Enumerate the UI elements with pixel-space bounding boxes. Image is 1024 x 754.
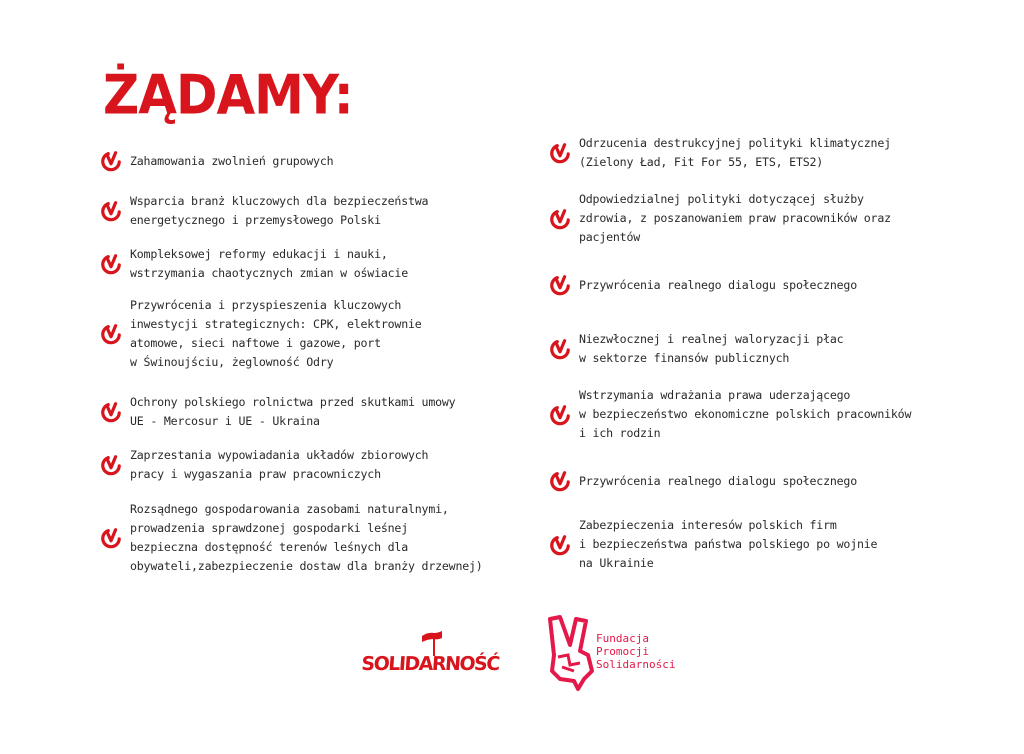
demand-text: Odrzucenia destrukcyjnej polityki klimatycznej (Zielony Ład, Fit For 55, ETS, ETS2) (579, 136, 891, 169)
demand-text: Niezwłocznej i realnej waloryzacji płac w sektorze finansów publicznych (579, 332, 844, 365)
demand-text: Przywrócenia realnego dialogu społecznego (579, 473, 857, 488)
demand-item (100, 150, 333, 172)
check-icon (100, 200, 122, 222)
fundacja-hand-logo (546, 615, 598, 693)
demand-item (100, 500, 483, 576)
demand-text: Odpowiedzialnej polityki dotyczącej służby zdrowia, z poszanowaniem praw pracowników oraz pacjentów (579, 192, 891, 244)
demand-item (549, 134, 891, 172)
demand-text: Wsparcia branż kluczowych dla bezpieczeństwa energetycznego i przemysłowego Polski (130, 194, 429, 227)
check-icon (549, 142, 571, 164)
demand-text: Zabezpieczenia interesów polskich firm i bezpieczeństwa państwa polskiego po wojnie na Ukrainie (579, 518, 878, 570)
check-icon (100, 527, 122, 549)
demand-text: Rozsądnego gospodarowania zasobami naturalnymi, prowadzenia sprawdzonej gospodarki leśnej bezpieczna dostępność terenów leśnych dla obywateli,zabezpieczenie dostaw dla branży drzewnej) (130, 502, 483, 573)
check-icon (100, 150, 122, 172)
demand-item (100, 296, 422, 372)
demand-item (549, 274, 857, 296)
check-icon (549, 208, 571, 230)
demand-text: Przywrócenia realnego dialogu społecznego (579, 277, 857, 292)
check-icon (100, 253, 122, 275)
check-icon (100, 401, 122, 423)
check-icon (549, 534, 571, 556)
demand-text: Kompleksowej reformy edukacji i nauki, wstrzymania chaotycznych zmian w oświacie (130, 247, 408, 280)
demand-item (549, 516, 877, 573)
demand-item (549, 190, 891, 247)
demand-text: Ochrony polskiego rolnictwa przed skutkami umowy UE - Mercosur i UE - Ukraina (130, 395, 456, 428)
demand-item (100, 393, 455, 431)
demand-item (100, 192, 428, 230)
svg-text:SOLIDARNOŚĆ: SOLIDARNOŚĆ (360, 653, 500, 675)
check-icon (549, 338, 571, 360)
demand-item (549, 470, 857, 492)
demand-item (100, 245, 408, 283)
solidarnosc-logo (360, 628, 500, 678)
check-icon (100, 323, 122, 345)
demand-text: Przywrócenia i przyspieszenia kluczowych inwestycji strategicznych: CPK, elektrownie atomowe, sieci naftowe i gazowe, port w Świnoujściu, żeglowność Odry (130, 298, 422, 369)
demand-item (549, 330, 843, 368)
demand-text: Wstrzymania wdrażania prawa uderzającego w bezpieczeństwo ekonomiczne polskich pracowników i ich rodzin (579, 388, 912, 440)
demand-text: Zahamowania zwolnień grupowych (130, 153, 334, 168)
check-icon (100, 454, 122, 476)
page-title: ŻĄDAMY: (103, 63, 353, 127)
check-icon (549, 274, 571, 296)
check-icon (549, 404, 571, 426)
check-icon (549, 470, 571, 492)
demand-item (100, 446, 428, 484)
demand-text: Zaprzestania wypowiadania układów zbiorowych pracy i wygaszania praw pracowniczych (130, 448, 429, 481)
fundacja-name: Fundacja Promocji Solidarności (596, 632, 676, 671)
demand-item (549, 386, 911, 443)
